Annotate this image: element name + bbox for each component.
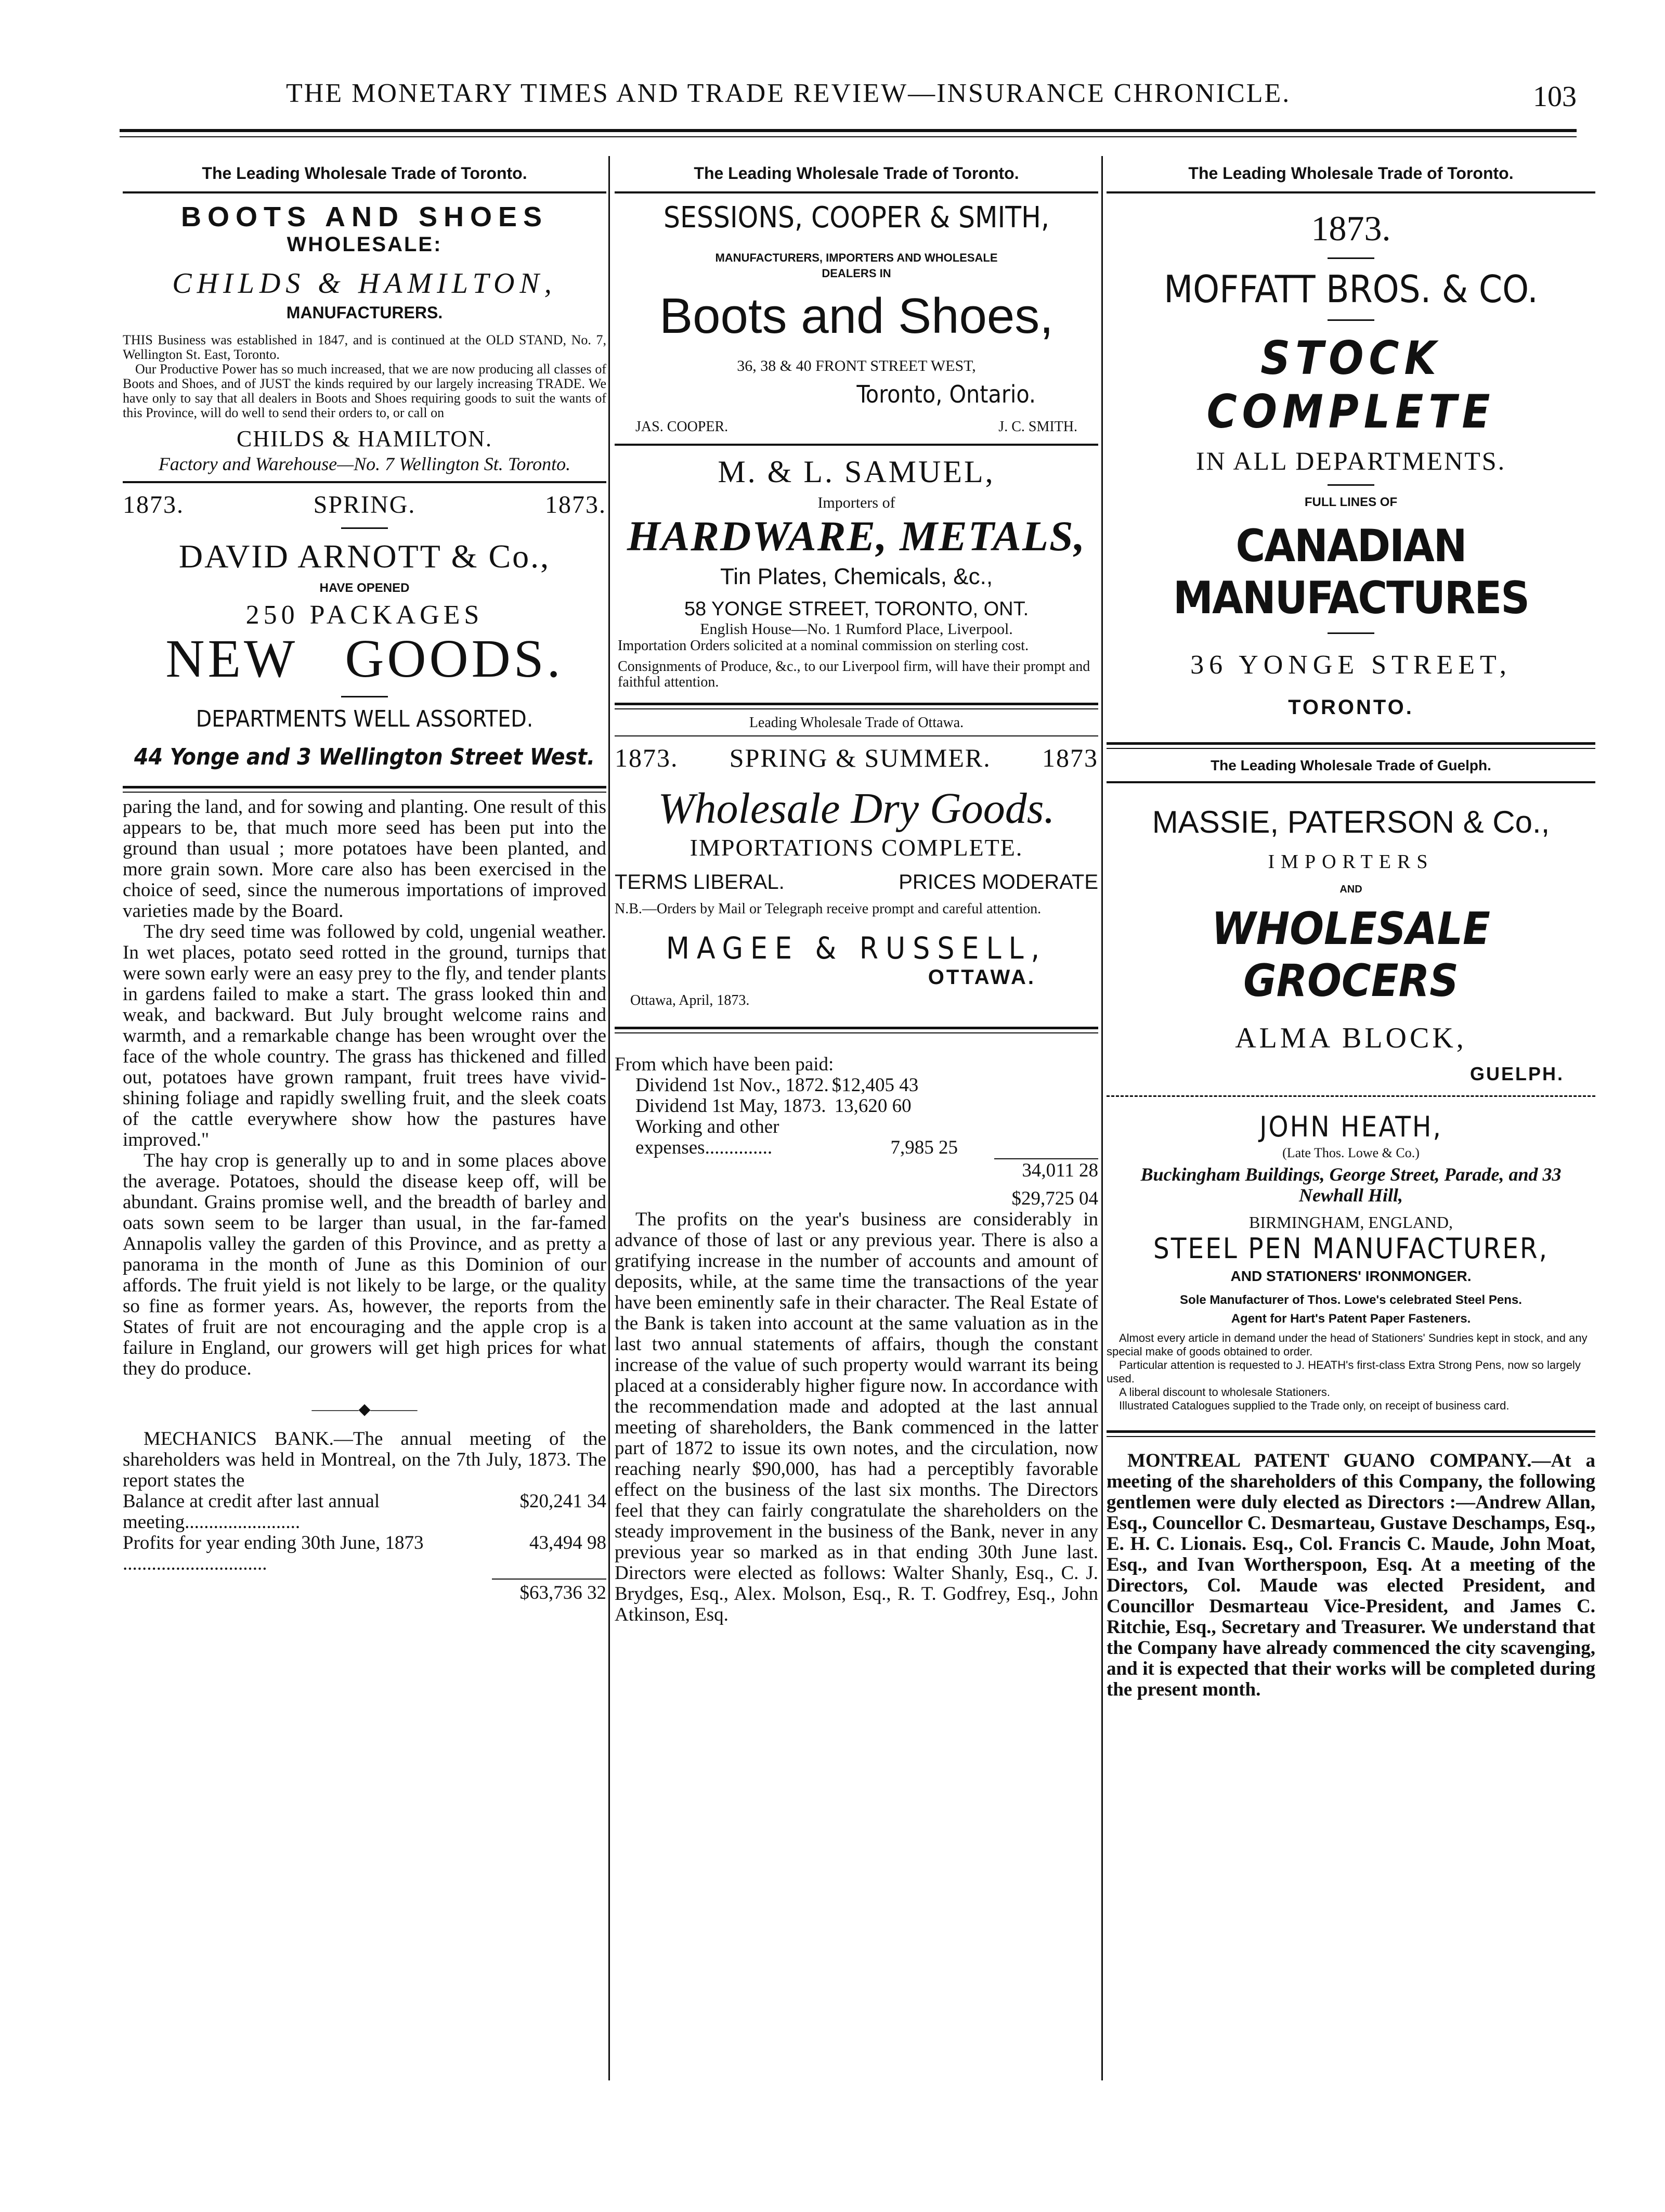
ad-departments: DEPARTMENTS WELL ASSORTED. xyxy=(196,706,534,732)
column-divider xyxy=(1101,156,1103,2080)
ad-block: ALMA BLOCK, xyxy=(1235,1022,1467,1054)
lead-heading: The Leading Wholesale Trade of Toronto. xyxy=(615,153,1098,193)
ad-and: AND xyxy=(1339,884,1362,895)
divider xyxy=(615,444,1098,446)
ad-full-lines: FULL LINES OF xyxy=(1304,495,1398,509)
ad-late: (Late Thos. Lowe & Co.) xyxy=(1282,1145,1420,1160)
divider xyxy=(615,703,1098,709)
ad-role: MANUFACTURERS. xyxy=(286,303,443,322)
ledger-label: Working and other expenses.............. xyxy=(635,1116,779,1158)
ad-note: A liberal discount to wholesale Stationers. xyxy=(1119,1386,1331,1399)
ornament: ———◆——— xyxy=(311,1401,418,1418)
ad-moffatt-bros xyxy=(1107,208,1595,749)
ad-david-arnott xyxy=(123,490,606,793)
ad-body-2: Our Productive Power has so much increased, that we are now producing all classes of Boots and Shoes, and of JUST the kinds required by our largely increasing TRADE. We have only to say that all dealers in Boots and Shoes requiring goods to suit the wants of this Province, will do well to send their orders to, or call on xyxy=(123,361,606,420)
article-paragraph: MECHANICS BANK.—The annual meeting of the shareholders was held in Montreal, on the 7th July, 1873. The report states the xyxy=(123,1428,606,1491)
masthead xyxy=(120,78,1577,125)
ad-address: Factory and Warehouse—No. 7 Wellington St. Toronto. xyxy=(123,454,606,483)
ad-prices: PRICES MODERATE xyxy=(899,871,1098,894)
ledger-total: $63,736 32 xyxy=(492,1579,606,1603)
ad-firm: MASSIE, PATERSON & Co., xyxy=(1152,805,1550,839)
ad-packages: 250 PACKAGES xyxy=(245,600,484,630)
ad-sessions-cooper-smith xyxy=(615,201,1098,446)
ad-role: Importers of xyxy=(817,494,895,511)
header-rule xyxy=(120,129,1577,132)
ad-note: Consignments of Produce, &c., to our Liverpool firm, will have their prompt and faithful attention. xyxy=(618,658,1090,690)
paid-ledger xyxy=(615,1054,1098,1209)
ledger-total: $29,725 04 xyxy=(1011,1188,1098,1209)
ad-goods: Boots and Shoes, xyxy=(659,288,1053,344)
ad-buildings: Buckingham Buildings, George Street, Parade, and 33 Newhall Hill, xyxy=(1140,1164,1562,1206)
ad-headline: BOOTS AND SHOES xyxy=(180,201,549,232)
divider xyxy=(1107,1095,1595,1097)
article-paragraph: The dry seed time was followed by cold, ungenial weather. In wet places, potato seed rotted in the ground, turnips that were sown early were an easy prey to the fly, and tender plants in gardens failed to make a start. The grass looked thin and weak, and backward. But July brought welcome rains and warmth, and a remarkable change has been wrought over the face of the whole country. The grass has thickened and filled out, potatoes have grown rampant, fruit trees have vivid-shining foliage and rapidly swelling fruit, and the sleek coats of the cattle everywhere show how the pastures have improved." xyxy=(123,921,606,1150)
page-title: THE MONETARY TIMES AND TRADE REVIEW—INSURANCE CHRONICLE. xyxy=(286,79,1291,108)
ledger-label: Profits for year ending 30th June, 1873 .............................. xyxy=(123,1532,424,1574)
ad-sign: CHILDS & HAMILTON. xyxy=(237,426,492,451)
ledger-subtotal: 34,011 28 xyxy=(994,1158,1098,1181)
ad-note: Almost every article in demand under the head of Stationers' Sundries kept in stock, and any special make of goods obtained to order. xyxy=(1107,1331,1588,1358)
ad-magee-russell xyxy=(615,715,1098,1033)
article-paragraph: MONTREAL PATENT GUANO COMPANY.—At a meeting of the shareholders of this Company, the following gentlemen were duly elected as Directors :—Andrew Allan, Esq., Councellor C. Desmarteau, Gustave Deschamps, Esq., E. H. C. Lionais. Esq., Col. Francis C. Maude, John Moat, Esq., and Ivan Wortherspoon, Esq. At a meeting of the Directors, Col. Maude was elected President, and Councillor Desmarteau Vice-President, and James C. Ritchie, Esq., Secretary and Treasurer. We understand that the Company have already commenced the city scavenging, and it is expected that their works will be completed during the present month. xyxy=(1107,1450,1595,1700)
ad-year: 1873. xyxy=(545,491,606,519)
ad-nb: N.B.—Orders by Mail or Telegraph receive prompt and careful attention. xyxy=(615,901,1042,917)
ad-importations: IMPORTATIONS COMPLETE. xyxy=(690,834,1023,861)
article-mechanics-bank xyxy=(123,1429,606,1491)
divider xyxy=(1107,1430,1595,1437)
ad-partner-name: J. C. SMITH. xyxy=(998,419,1077,435)
article-bank-profits xyxy=(615,1209,1098,1625)
article-paragraph: The hay crop is generally up to and in some places above the average. Potatoes, should the disease keep off, will be abundant. Grains promise well, and the breadth of barley and oats sown seem to be larger than usual, in the far-famed Annapolis valley the garden of this Province, and as pretty a panorama in the month of June as this Dominion of our affords. The fruit yield is not likely to be large, or the quality so fine as former years. As, however, the reports from the States of fruit are not encouraging and the apple crop is a failure in England, our growers will get high prices for what they do produce. xyxy=(123,1150,606,1379)
page-number: 103 xyxy=(1533,81,1577,113)
ad-year: 1873. xyxy=(123,491,184,519)
ad-agent: Agent for Hart's Patent Paper Fasteners. xyxy=(1231,1312,1471,1326)
ad-firm: M. & L. SAMUEL, xyxy=(718,455,995,489)
ad-goods: Wholesale Dry Goods. xyxy=(658,784,1055,833)
ad-importers: IMPORTERS xyxy=(1268,851,1434,873)
ledger-row xyxy=(123,1491,606,1533)
lead-heading: The Leading Wholesale Trade of Toronto. xyxy=(123,153,606,193)
ad-season: SPRING. xyxy=(313,491,416,519)
ad-year: 1873. xyxy=(615,743,679,772)
ad-sole: Sole Manufacturer of Thos. Lowe's celebrated Steel Pens. xyxy=(1180,1293,1522,1307)
ad-childs-hamilton xyxy=(123,201,606,483)
ad-season: SPRING & SUMMER. xyxy=(729,743,991,772)
article-guano-company xyxy=(1107,1451,1595,1700)
ad-note: Illustrated Catalogues supplied to the Trade only, on receipt of business card. xyxy=(1119,1399,1510,1412)
ledger-label: Dividend 1st Nov., 1872. xyxy=(635,1075,829,1096)
ad-year: 1873. xyxy=(1311,209,1391,248)
ad-english-house: English House—No. 1 Rumford Place, Liverpool. xyxy=(700,620,1013,638)
ad-john-heath xyxy=(1107,1110,1595,1437)
ledger-label: Dividend 1st May, 1873. xyxy=(635,1095,826,1117)
divider xyxy=(1107,742,1595,749)
ledger-amount: $20,241 34 xyxy=(519,1491,606,1512)
ad-firm: DAVID ARNOTT & Co., xyxy=(178,538,551,575)
ad-firm: JOHN HEATH, xyxy=(1259,1110,1442,1143)
ledger-amount: 43,494 98 xyxy=(529,1532,606,1554)
ad-city: OTTAWA. xyxy=(928,966,1036,989)
column-divider xyxy=(608,156,610,2080)
divider xyxy=(615,1027,1098,1033)
ad-ml-samuel xyxy=(615,454,1098,709)
ad-role: MANUFACTURERS, IMPORTERS AND WHOLESALE DEALERS IN xyxy=(715,251,998,280)
ad-address: 44 Yonge and 3 Wellington Street West. xyxy=(134,744,595,770)
ad-city: TORONTO. xyxy=(1288,696,1414,719)
ad-street: 36 YONGE STREET, xyxy=(1190,650,1512,680)
ledger-row xyxy=(123,1533,606,1574)
ad-year: 1873 xyxy=(1042,743,1098,772)
ledger-amount: 13,620 60 xyxy=(834,1095,912,1117)
article-crops xyxy=(123,797,606,1379)
ad-have-opened: HAVE OPENED xyxy=(319,581,410,595)
header-rule-thin xyxy=(120,136,1577,137)
ad-body: THIS Business was established in 1847, and is continued at the OLD STAND, No. 7, Wellington St. East, Toronto. xyxy=(123,332,606,362)
article-paragraph: The profits on the year's business are considerably in advance of those of last or any previous year. There is also a gratifying increase in the number of accounts and amount of deposits, while, at the same time the transactions of the year have been eminently safe in their character. The Real Estate of the Bank is taken into account at the same valuation as in the last two annual statements of affairs, though the constant increase of the value of such property would warrant its being placed at a considerably higher figure now. In accordance with the recommendation made and adopted at the last annual meeting of shareholders, the Bank commenced in the latter part of 1872 to issue its own notes, and the circulation, now reaching nearly $90,000, has had a perceptibly favorable effect on the business of the last six months. The Directors feel that they can fairly congratulate the shareholders on the steady improvement in the business of the Bank, never in any previous year so marked as in that ending 30th June last. Directors were elected as follows: Walter Shanly, Esq., C. J. Brydges, Esq., Alex. Molson, Esq., R. T. Godfrey, Esq., John Atkinson, Esq. xyxy=(615,1209,1098,1625)
divider xyxy=(1328,484,1374,486)
ledger xyxy=(123,1491,606,1603)
ad-trade: STEEL PEN MANUFACTURER, xyxy=(1153,1232,1549,1265)
ad-stock: STOCK COMPLETE xyxy=(1206,331,1495,438)
ad-canadian: CANADIAN MANUFACTURES xyxy=(1173,520,1529,624)
ledger-row xyxy=(615,1096,1098,1117)
ad-city: Toronto, Ontario. xyxy=(856,380,1036,408)
ledger-amount: $12,405 43 xyxy=(831,1075,919,1096)
ad-date: Ottawa, April, 1873. xyxy=(630,992,750,1008)
divider xyxy=(1328,257,1374,259)
ad-address: 58 YONGE STREET, TORONTO, ONT. xyxy=(684,598,1029,620)
ad-note: Particular attention is requested to J. HEATH's first-class Extra Strong Pens, now so largely used. xyxy=(1107,1359,1581,1385)
ad-street: 36, 38 & 40 FRONT STREET WEST, xyxy=(737,357,976,374)
ad-firm: MOFFATT BROS. & CO. xyxy=(1164,267,1538,311)
lead-heading: The Leading Wholesale Trade of Toronto. xyxy=(1107,153,1595,193)
divider xyxy=(1328,319,1374,321)
divider xyxy=(1328,632,1374,634)
ad-depts: IN ALL DEPARTMENTS. xyxy=(1195,446,1506,475)
ad-trade-2: AND STATIONERS' IRONMONGER. xyxy=(1230,1268,1472,1284)
ledger-intro: From which have been paid: xyxy=(615,1054,834,1075)
ledger-row xyxy=(615,1117,958,1158)
column-2 xyxy=(615,153,1098,1625)
ad-partner-name: JAS. COOPER. xyxy=(635,419,729,435)
article-paragraph: paring the land, and for sowing and planting. One result of this appears to be, that much more seed has been put into the ground than usual ; more potatoes have been planted, and more grain sown. More care also has been exercised in the choice of seed, since the numerous importations of improved varieties made by the Board. xyxy=(123,796,606,922)
ledger-row xyxy=(615,1075,1098,1096)
ad-goods: NEW GOODS. xyxy=(165,629,564,689)
ad-grocers: WHOLESALE GROCERS xyxy=(1212,903,1490,1007)
ad-note: Importation Orders solicited at a nominal commission on sterling cost. xyxy=(618,638,1029,654)
lead-heading-guelph: The Leading Wholesale Trade of Guelph. xyxy=(1107,757,1595,783)
ad-sub: WHOLESALE: xyxy=(287,233,443,256)
ad-firm: MAGEE & RUSSELL, xyxy=(666,930,1047,966)
ledger-label: Balance at credit after last annual meeting........................ xyxy=(123,1491,380,1533)
divider xyxy=(341,527,388,529)
ledger-amount: 7,985 25 xyxy=(890,1137,958,1158)
ad-firm: CHILDS & HAMILTON, xyxy=(172,267,557,300)
ad-firm: SESSIONS, COOPER & SMITH, xyxy=(664,201,1049,235)
ad-city: GUELPH. xyxy=(1469,1063,1564,1084)
ad-city: BIRMINGHAM, ENGLAND, xyxy=(1249,1213,1453,1232)
lead-heading-ottawa: Leading Wholesale Trade of Ottawa. xyxy=(615,715,1098,736)
divider xyxy=(341,696,388,697)
ad-massie-paterson xyxy=(1107,757,1595,1097)
divider xyxy=(123,786,606,793)
ad-goods: HARDWARE, METALS, xyxy=(627,512,1086,560)
column-3 xyxy=(1107,153,1595,1700)
ad-terms: TERMS LIBERAL. xyxy=(615,871,785,894)
ad-goods-2: Tin Plates, Chemicals, &c., xyxy=(720,564,993,589)
column-1 xyxy=(123,153,606,1603)
